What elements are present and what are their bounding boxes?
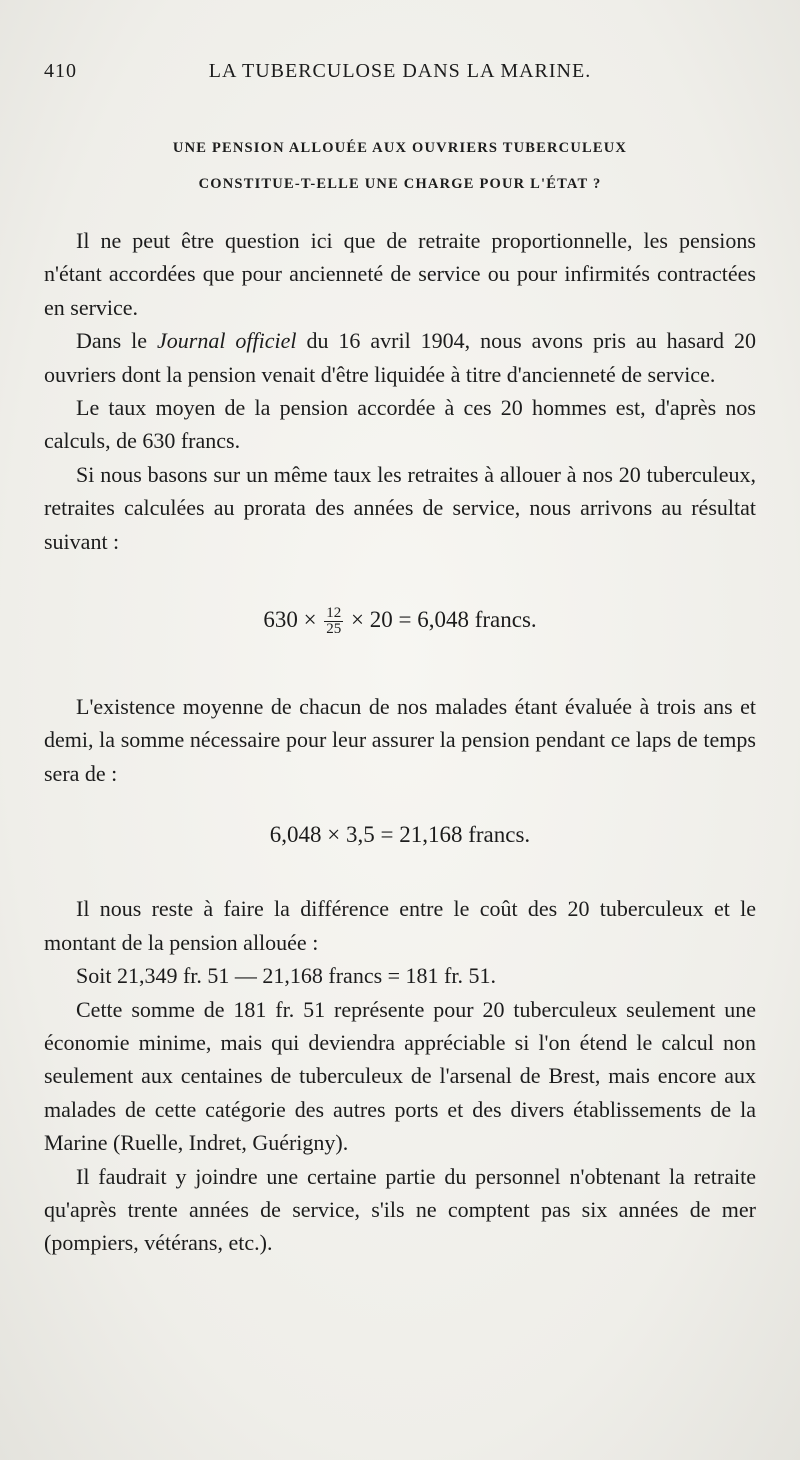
running-title: LA TUBERCULOSE DANS LA MARINE.	[208, 60, 592, 82]
paragraph-2-end: du 16 avril 1904, nous avons pris au hasard 20 ouvriers dont la pension venait d'être liquidée à titre d'ancienneté de service.	[44, 328, 757, 387]
running-header	[44, 60, 756, 86]
fraction-denominator: 25	[326, 621, 342, 638]
paragraph-2	[44, 324, 756, 391]
equation-pension	[44, 572, 756, 668]
paragraph-6: Il nous reste à faire la différence entre le coût des 20 tuberculeux et le montant de la pension allouée :	[44, 896, 756, 955]
body-text	[44, 224, 756, 1260]
fraction	[324, 606, 343, 637]
page-number: 410	[44, 60, 77, 82]
equation-1-lhs: 630 ×	[263, 607, 317, 633]
paragraph-9: Il faudrait y joindre une certaine partie du personnel n'obtenant la retraite qu'après trente années de service, s'ils ne comptent pas six années de mer (pompiers, vétérans, etc.).	[44, 1163, 756, 1256]
paragraph-5: L'existence moyenne de chacun de nos malades étant évaluée à trois ans et demi, la somme nécessaire pour leur assurer la pension pendant ce laps de temps sera de :	[44, 694, 756, 786]
section-title-line-1: UNE PENSION ALLOUÉE AUX OUVRIERS TUBERCULEUX	[172, 140, 628, 156]
paragraph-2-start: Dans le	[76, 328, 158, 354]
paragraph-1: Il ne peut être question ici que de retraite proportionnelle, les pensions n'étant accordées que pour ancienneté de service ou pour infirmités contractées en service.	[44, 228, 756, 320]
journal-title: Journal officiel	[157, 328, 297, 354]
section-title-line-2: CONSTITUE-T-ELLE UNE CHARGE POUR L'ÉTAT ?	[198, 176, 602, 192]
paragraph-4: Si nous basons sur un même taux les retraites à allouer à nos 20 tuberculeux, retraites calculées au prorata des années de service, nous arrivons au résultat suivant :	[44, 461, 756, 554]
equation-1-rhs: × 20 = 6,048 francs.	[351, 607, 537, 633]
fraction-numerator: 12	[326, 605, 342, 622]
paragraph-3: Le taux moyen de la pension accordée à ces 20 hommes est, d'après nos calculs, de 630 francs.	[44, 395, 756, 454]
paragraph-7: Soit 21,349 fr. 51 — 21,168 francs = 181 fr. 51.	[76, 963, 496, 989]
equation-total: 6,048 × 3,5 = 21,168 francs.	[269, 822, 531, 848]
paragraph-8: Cette somme de 181 fr. 51 représente pour 20 tuberculeux seulement une économie minime, mais qui deviendra appréciable si l'on étend le calcul non seulement aux centaines de tuberculeux de l'arsenal de Brest, mais encore aux malades de cette catégorie des autres ports et des divers établissements de la Marine (Ruelle, Indret, Guérigny).	[44, 996, 756, 1156]
